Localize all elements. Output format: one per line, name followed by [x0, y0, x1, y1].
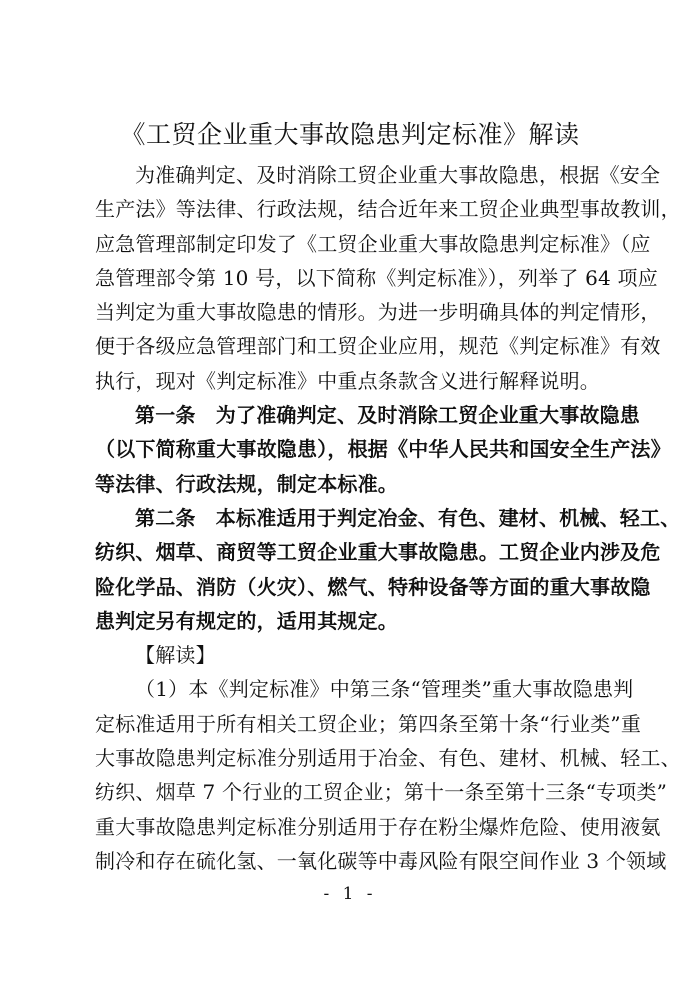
article-2 — [95, 501, 681, 638]
paragraph-line: 生产法》等法律、行政法规，结合近年来工贸企业典型事故教训， — [95, 197, 681, 222]
paragraph-line: 重大事故隐患判定标准分别适用于存在粉尘爆炸危险、使用液氨 — [95, 814, 661, 839]
document-body — [95, 158, 681, 878]
paragraph-line: （1）本《判定标准》中第三条“管理类”重大事故隐患判 — [135, 677, 634, 702]
paragraph-line: 大事故隐患判定标准分别适用于冶金、有色、建材、机械、轻工、 — [95, 746, 681, 771]
paragraph-line: 急管理部令第 10 号，以下简称《判定标准》），列举了 64 项应 — [95, 265, 658, 290]
paragraph-line: 纺织、烟草、商贸等工贸企业重大事故隐患。工贸企业内涉及危 — [95, 540, 661, 565]
paragraph-line: 第二条 本标准适用于判定冶金、有色、建材、机械、轻工、 — [135, 505, 681, 530]
interpretation-heading: 【解读】 — [135, 643, 216, 668]
page-number: - 1 - — [323, 884, 377, 904]
intro-paragraph — [95, 158, 681, 398]
paragraph-line: 定标准适用于所有相关工贸企业；第四条至第十条“行业类”重 — [95, 711, 642, 736]
interpretation-paragraph — [95, 672, 681, 878]
paragraph-line: 患判定另有规定的，适用其规定。 — [95, 608, 398, 633]
paragraph-line: 为准确判定、及时消除工贸企业重大事故隐患，根据《安全 — [135, 163, 661, 187]
paragraph-line: 险化学品、消防（火灾）、燃气、特种设备等方面的重大事故隐 — [95, 574, 651, 599]
document-title: 《工贸企业重大事故隐患判定标准》解读 — [120, 120, 580, 149]
paragraph-line: 第一条 为了准确判定、及时消除工贸企业重大事故隐患 — [135, 403, 640, 428]
paragraph-line: 纺织、烟草 7 个行业的工贸企业；第十一条至第十三条“专项类” — [95, 780, 668, 805]
paragraph-line: 当判定为重大事故隐患的情形。为进一步明确具体的判定情形， — [95, 300, 661, 325]
article-1 — [95, 398, 671, 501]
paragraph-line: 制冷和存在硫化氢、一氧化碳等中毒风险有限空间作业 3 个领域 — [95, 848, 667, 873]
paragraph-line: 执行，现对《判定标准》中重点条款含义进行解释说明。 — [95, 368, 600, 393]
paragraph-line: （以下简称重大事故隐患），根据《中华人民共和国安全生产法》 — [95, 437, 671, 462]
paragraph-line: 应急管理部制定印发了《工贸企业重大事故隐患判定标准》（应 — [95, 231, 651, 256]
paragraph-line: 便于各级应急管理部门和工贸企业应用，规范《判定标准》有效 — [95, 334, 661, 359]
paragraph-line: 等法律、行政法规，制定本标准。 — [95, 471, 398, 496]
